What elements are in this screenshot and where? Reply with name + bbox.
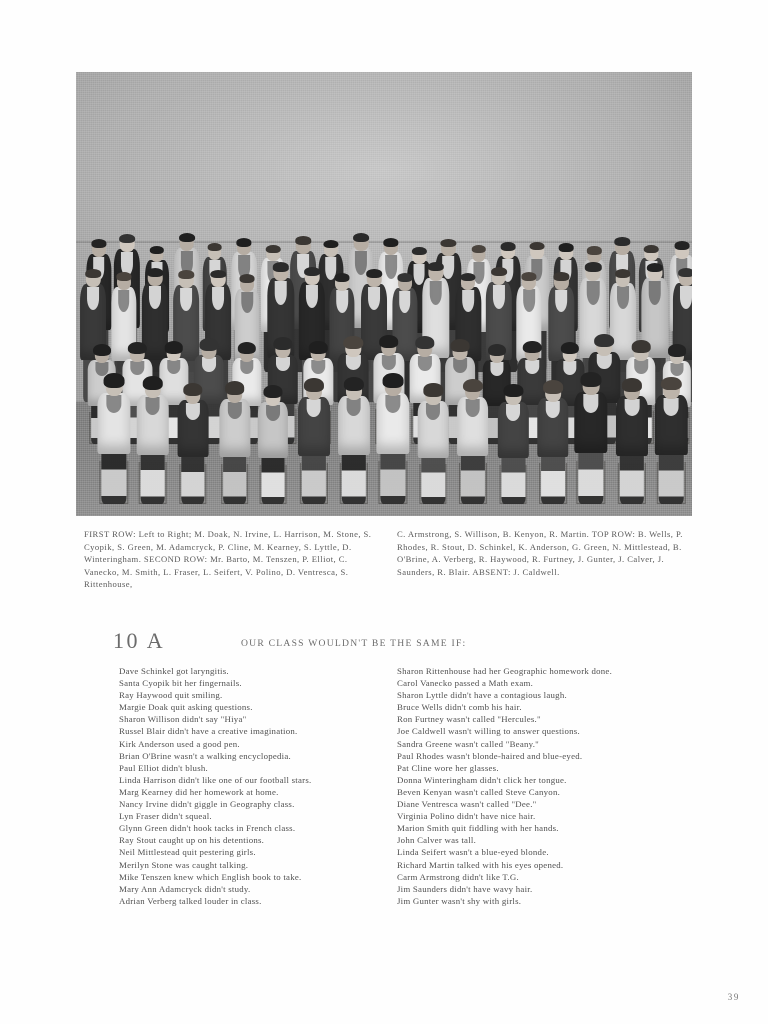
jokes-list-left — [119, 665, 391, 907]
list-item: Mike Tenszen knew which English book to take. — [119, 871, 302, 882]
list-item: Marion Smith quit fiddling with her hands. — [397, 823, 559, 834]
list-item: Paul Elliot didn't blush. — [119, 762, 208, 773]
list-item: Russel Blair didn't have a creative imagination. — [119, 726, 298, 737]
photo-person-collar — [266, 405, 280, 422]
photo-person-lower — [541, 451, 565, 504]
list-item: Kirk Anderson used a good pen. — [119, 738, 240, 749]
photo-person-lower — [502, 453, 525, 504]
photo-person-collar — [306, 399, 321, 417]
photo-person — [298, 370, 330, 504]
list-item: Sharon Rittenhouse had her Geographic homework done. — [397, 666, 613, 676]
list-item: Santa Cyopik bit her fingernails. — [119, 678, 242, 689]
photo-person-hair — [622, 378, 642, 392]
photo-person-hair — [383, 373, 404, 387]
photo-person-collar — [145, 397, 160, 415]
list-item: Brian O'Brine wasn't a walking encyclopedia. — [119, 750, 291, 761]
list-item: Virginia Polino didn't have nice hair. — [397, 811, 536, 822]
jokes-column-left — [119, 665, 391, 907]
list-item: Bruce Wells didn't comb his hair. — [397, 702, 522, 713]
photo-person-hair — [504, 384, 523, 397]
photo-person — [537, 372, 568, 504]
photo-person-collar — [583, 394, 598, 413]
photo-person — [377, 365, 410, 504]
photo-person-hair — [225, 381, 245, 394]
photo-person-lower — [620, 450, 644, 504]
list-item: Lyn Fraser didn't squeal. — [119, 811, 212, 822]
photo-person-lower — [380, 448, 405, 504]
photo-person-lower — [578, 448, 603, 504]
list-item: Ray Haywood quit smiling. — [119, 690, 223, 701]
list-item: Linda Harrison didn't like one of our football stars. — [119, 774, 312, 785]
photo-person — [457, 370, 489, 504]
photo-person — [338, 369, 370, 504]
page-number: 39 — [727, 992, 740, 1002]
photo-person-hair — [183, 383, 202, 396]
caption-text-left: FIRST ROW: Left to Right; M. Doak, N. Irvine, L. Harrison, M. Stone, S. Cyopik, S. Green, M. Adamcryck, P. Cline, M. Kearney, S. Lyttle, D. Winteringham. SECOND ROW: Mr. Barto, M. Tenszen, P. Elliot, C. Vanecko, M. Smith, L. Fraser, L. Seifert, V. Polino, D. Ventresca, S. Rittenhouse, — [84, 529, 372, 590]
photo-person-hair — [661, 377, 681, 391]
photo-person-collar — [426, 403, 440, 420]
list-item: Donna Winteringham didn't click her tongue. — [397, 774, 567, 785]
photo-person-lower — [460, 450, 484, 504]
class-subtitle: OUR CLASS WOULDN'T BE THE SAME IF: — [241, 638, 467, 649]
photo-person-lower — [262, 453, 285, 504]
list-item: Carm Armstrong didn't like T.G. — [397, 871, 519, 882]
list-item: Diane Ventresca wasn't called "Dee." — [397, 799, 537, 810]
photo-person — [219, 373, 250, 504]
class-code-label: 10 A — [113, 628, 166, 653]
caption-column-left — [84, 528, 379, 591]
class-heading — [113, 628, 693, 658]
photo-person-hair — [581, 372, 602, 386]
photo-person-hair — [424, 383, 443, 396]
list-item: Sharon Lyttle didn't have a contagious laugh. — [397, 690, 567, 701]
list-item: Carol Vanecko passed a Math exam. — [397, 678, 534, 689]
list-item: Pat Cline wore her glasses. — [397, 762, 499, 773]
class-jokes-lists — [119, 665, 679, 907]
list-item: Sandra Greene wasn't called "Beany." — [397, 738, 540, 749]
list-item: Jim Gunter wasn't shy with girls. — [397, 895, 522, 906]
jokes-column-right — [397, 665, 669, 907]
photo-person — [98, 365, 131, 504]
photo-person — [655, 368, 687, 504]
list-item: Sharon Willison didn't say "Hiya" — [119, 714, 247, 725]
list-item: Linda Seifert wasn't a blue-eyed blonde. — [397, 847, 549, 858]
list-item: John Calver was tall. — [397, 835, 477, 846]
photo-person-collar — [346, 398, 361, 416]
photo-person-lower — [140, 449, 165, 504]
photo-person — [498, 377, 528, 504]
list-item: Paul Rhodes wasn't blonde-haired and blue-eyed. — [397, 750, 583, 761]
list-item: Margie Doak quit asking questions. — [119, 702, 253, 713]
photo-person-collar — [465, 399, 480, 417]
photo-caption — [84, 528, 692, 591]
photo-person — [418, 375, 449, 504]
photo-person-hair — [304, 378, 324, 392]
list-item: Adrian Verberg talked louder in class. — [119, 895, 262, 906]
photo-row — [76, 72, 692, 516]
photo-person-lower — [659, 450, 684, 504]
list-item: Marg Kearney did her homework at home. — [119, 786, 279, 797]
photo-person-hair — [463, 379, 483, 393]
list-item: Neil Mittlestead quit pestering girls. — [119, 847, 256, 858]
list-item: Merilyn Stone was caught talking. — [119, 859, 249, 870]
caption-column-right — [397, 528, 692, 591]
list-item: Dave Schinkel got laryngitis. — [119, 666, 229, 676]
list-item: Jim Saunders didn't have wavy hair. — [397, 883, 533, 894]
photo-person-collar — [664, 398, 679, 416]
list-item: Nancy Irvine didn't giggle in Geography class. — [119, 799, 295, 810]
photo-person — [178, 375, 209, 504]
photo-person — [258, 377, 288, 504]
photo-person-collar — [506, 404, 520, 421]
photo-person-lower — [101, 448, 126, 504]
jokes-list-right — [397, 665, 669, 907]
photo-person-lower — [223, 452, 247, 504]
photo-person — [574, 364, 607, 504]
caption-text-right: C. Armstrong, S. Willison, B. Kenyon, R. Martin. TOP ROW: B. Wells, P. Rhodes, R. Stout, D. Schinkel, K. Anderson, G. Green, N. Mittlestead, B. O'Brine, A. Verberg, R. Haywood, R. Furtney, J. Gunter, J. Calver, J. Saunders, R. Blair. ABSENT: J. Caldwell. — [397, 529, 683, 577]
list-item: Beven Kenyan wasn't called Steve Canyon. — [397, 786, 561, 797]
photo-person-hair — [142, 376, 162, 390]
photo-person — [136, 367, 169, 504]
photo-person — [616, 369, 648, 504]
photo-person-hair — [264, 385, 283, 398]
class-photograph — [76, 72, 692, 516]
list-item: Mary Ann Adamcryck didn't study. — [119, 883, 251, 894]
photo-person-lower — [341, 450, 365, 504]
photo-person-lower — [422, 453, 445, 504]
photo-person-lower — [181, 452, 204, 504]
photo-person-collar — [625, 399, 640, 417]
photo-person-hair — [344, 377, 364, 391]
list-item: Joe Caldwell wasn't willing to answer questions. — [397, 726, 580, 737]
list-item: Ray Stout caught up on his detentions. — [119, 835, 265, 846]
photo-person-lower — [302, 450, 326, 504]
list-item: Richard Martin talked with his eyes opened. — [397, 859, 564, 870]
photo-person-hair — [104, 373, 125, 387]
photo-person-hair — [543, 380, 563, 394]
list-item: Ron Furtney wasn't called "Hercules." — [397, 714, 541, 725]
list-item: Glynn Green didn't hook tacks in French class. — [119, 823, 296, 834]
